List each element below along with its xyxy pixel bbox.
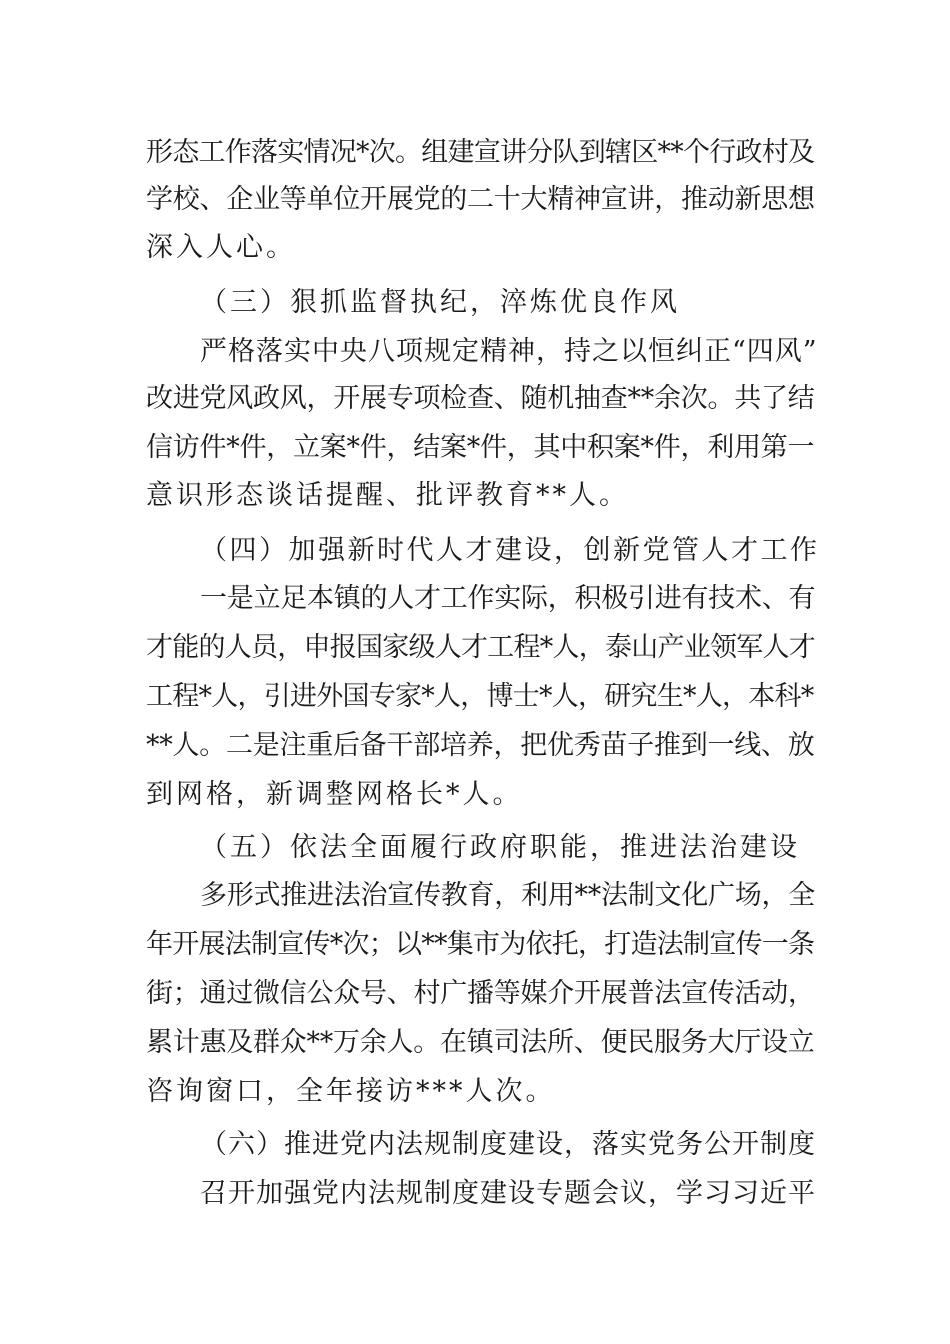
text-line: **人。二是注重后备干部培养，把优秀苗子推到一线、放 <box>146 730 815 761</box>
section-heading: （三）狠抓监督执纪，淬炼优良作风 <box>200 287 680 318</box>
text-line: 到网格，新调整网格长*人。 <box>146 779 523 810</box>
text-line: 深入人心。 <box>146 232 296 263</box>
text-line: 召开加强党内法规制度建设专题会议，学习习近平 <box>200 1178 816 1209</box>
text-line: 信访件*件，立案*件，结案*件，其中积案*件，利用第一 <box>146 432 815 463</box>
text-line: 街；通过微信公众号、村广播等媒介开展普法宣传活动， <box>146 978 815 1009</box>
text-line: 多形式推进法治宣传教育，利用**法制文化广场，全 <box>200 880 815 911</box>
text-line: 年开展法制宣传*次；以**集市为依托，打造法制宣传一条 <box>146 929 815 960</box>
text-line: 一是立足本镇的人才工作实际，积极引进有技术、有 <box>200 583 816 614</box>
text-line: 严格落实中央八项规定精神，持之以恒纠正“四风” <box>200 336 818 367</box>
text-line: 意识形态谈话提醒、批评教育**人。 <box>146 480 629 511</box>
text-line: 改进党风政风，开展专项检查、随机抽查**余次。共了结 <box>146 383 815 414</box>
text-line: 学校、企业等单位开展党的二十大精神宣讲，推动新思想 <box>146 184 815 215</box>
section-heading: （六）推进党内法规制度建设，落实党务公开制度 <box>200 1129 816 1160</box>
text-line: 形态工作落实情况*次。组建宣讲分队到辖区**个行政村及 <box>146 137 815 168</box>
text-line: 咨询窗口，全年接访***人次。 <box>146 1076 556 1107</box>
text-line: 工程*人，引进外国专家*人，博士*人，研究生*人，本科* <box>146 681 814 712</box>
text-line: 累计惠及群众**万余人。在镇司法所、便民服务大厅设立 <box>146 1027 815 1058</box>
text-line: 才能的人员，申报国家级人才工程*人，泰山产业领军人才 <box>146 632 815 663</box>
section-heading: （四）加强新时代人才建设，创新党管人才工作 <box>200 535 820 566</box>
section-heading: （五）依法全面履行政府职能，推进法治建设 <box>200 832 800 863</box>
